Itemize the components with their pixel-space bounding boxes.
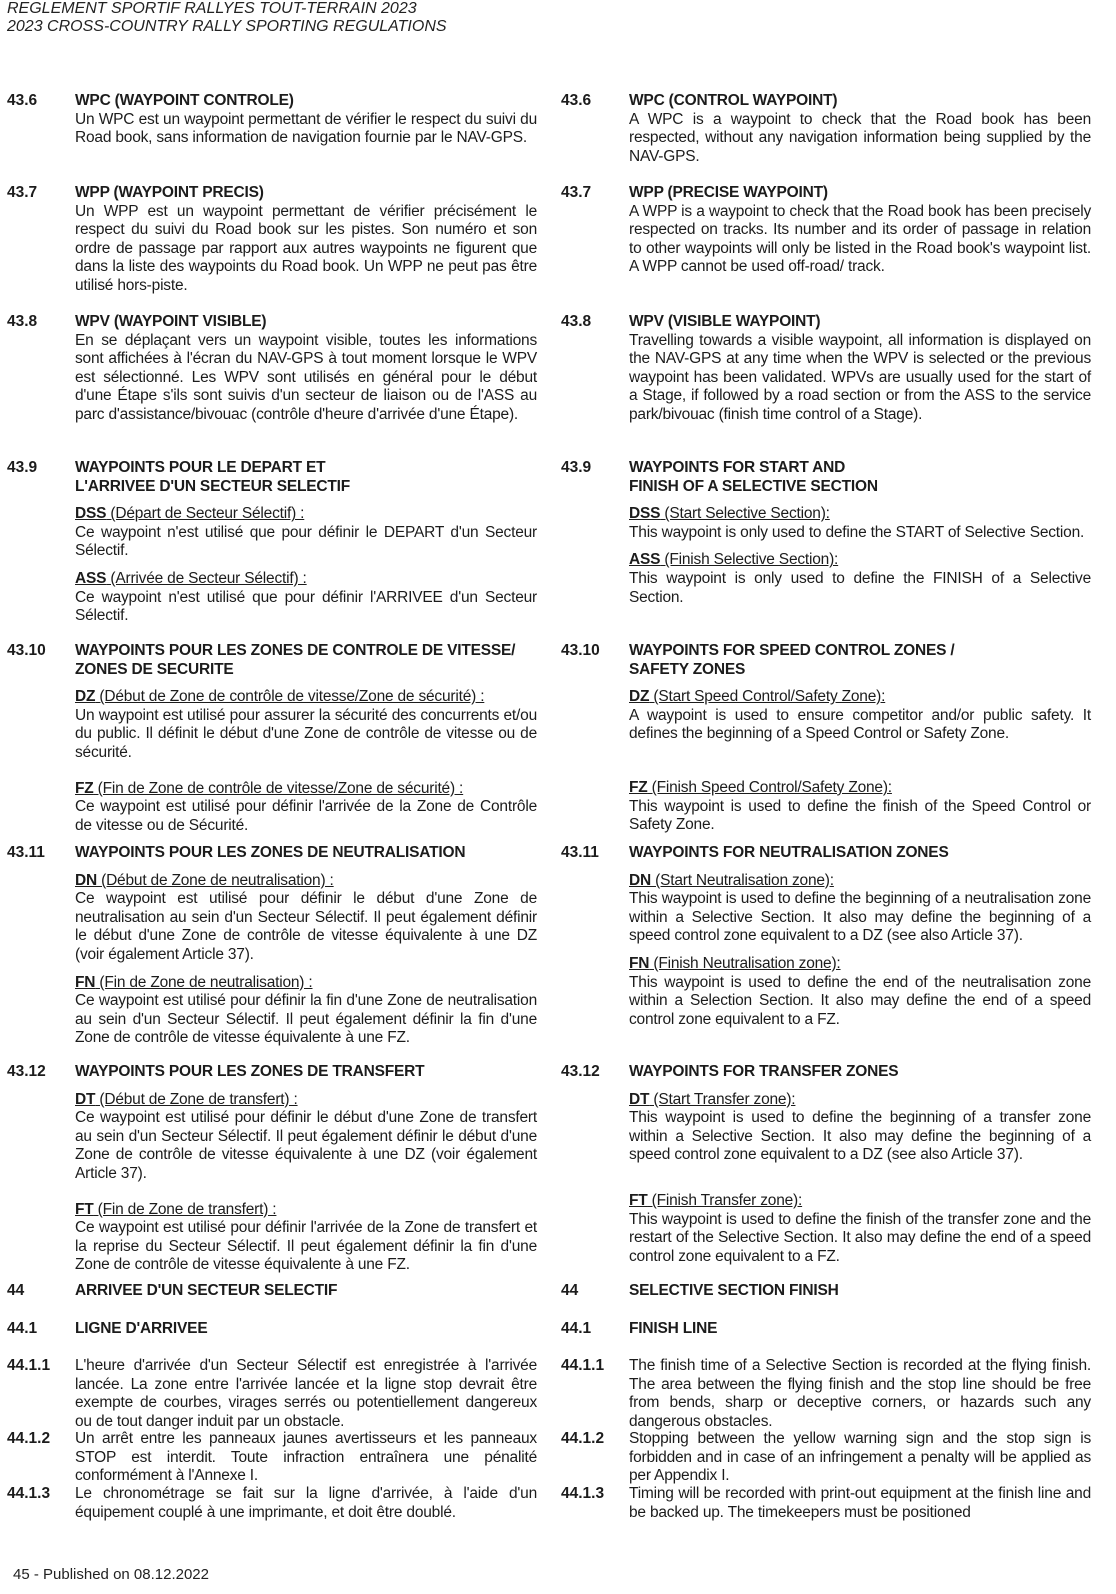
article-number: 43.12 xyxy=(561,1063,600,1080)
article-title: WAYPOINTS FOR NEUTRALISATION ZONES xyxy=(629,844,949,861)
article-body xyxy=(629,642,1091,835)
waypoint-definition xyxy=(629,872,1091,946)
waypoint-text: Ce waypoint est utilisé pour définir l'arrivée de la Zone de transfert et la reprise du Secteur Sélectif. Il peut également définir la fin d'une Zone de contrôle de vitesse équivalente à une FZ. xyxy=(75,1219,537,1274)
waypoint-label-dz: DZ (Start Speed Control/Safety Zone): xyxy=(629,688,886,706)
waypoint-label-fz: FZ (Fin de Zone de contrôle de vitesse/Zone de sécurité) : xyxy=(75,779,464,797)
article-body xyxy=(75,844,537,1048)
article-number: 43.6 xyxy=(561,92,592,109)
article-43-11-en xyxy=(561,844,1091,1029)
article-title: WAYPOINTS POUR LES ZONES DE TRANSFERT xyxy=(75,1063,425,1080)
article-text: Timing will be recorded with print-out equipment at the finish line and be backed up. The timekeepers must be positioned xyxy=(629,1485,1091,1521)
waypoint-label-dss: DSS (Start Selective Section): xyxy=(629,505,830,523)
article-number: 44.1 xyxy=(7,1320,38,1337)
article-title: WPP (PRECISE WAYPOINT) xyxy=(629,184,828,201)
waypoint-label-dt: DT (Début de Zone de transfert) : xyxy=(75,1090,298,1108)
article-body xyxy=(629,1357,1091,1431)
article-number: 44.1.1 xyxy=(561,1357,605,1374)
article-body xyxy=(75,1485,537,1522)
article-title: WPC (CONTROL WAYPOINT) xyxy=(629,92,838,109)
article-text: En se déplaçant vers un waypoint visible, toutes les informations sont affichées à l'écran du NAV-GPS à tout moment lorsque le WPV est sélectionné. Les WPV sont utilisés en général pour le début d'une Étape s'ils sont suivis d'un secteur de liaison ou de l'ASS au parc d'assistance/bivouac (contrôle d'heure d'arrivée d'une Étape). xyxy=(75,331,537,423)
article-body xyxy=(629,1320,1091,1339)
waypoint-text: This waypoint is only used to define the FINISH of a Selective Section. xyxy=(629,569,1091,606)
waypoint-text: This waypoint is used to define the end of the neutralisation zone within a Selection Section. It also may define the end of a speed control zone equivalent to a FZ. xyxy=(629,973,1091,1028)
article-44-en xyxy=(561,1282,1091,1301)
article-body xyxy=(75,459,537,626)
waypoint-label-dn: DN (Début de Zone de neutralisation) : xyxy=(75,871,334,889)
article-title: L'ARRIVEE D'UN SECTEUR SELECTIF xyxy=(75,477,351,495)
article-44-1-3-en xyxy=(561,1485,1091,1522)
article-body xyxy=(629,1063,1091,1266)
waypoint-text: A waypoint is used to ensure competitor and/or public safety. It defines the beginning of a Speed Control or Safety Zone. xyxy=(629,706,1091,743)
waypoint-definition xyxy=(629,505,1091,542)
article-number: 43.10 xyxy=(7,642,46,659)
article-number: 44.1.2 xyxy=(561,1430,605,1447)
waypoint-label-dss: DSS (Départ de Secteur Sélectif) : xyxy=(75,505,305,523)
waypoint-label-dt: DT (Start Transfer zone): xyxy=(629,1090,796,1108)
article-number: 44.1.2 xyxy=(7,1430,51,1447)
header-title-fr: REGLEMENT SPORTIF RALLYES TOUT-TERRAIN 2023 xyxy=(7,0,417,17)
article-text: Un WPC est un waypoint permettant de vérifier le respect du suivi du Road book, sans information de navigation fournie par le NAV-GPS. xyxy=(75,110,537,147)
waypoint-label-ft: FT (Fin de Zone de transfert) : xyxy=(75,1200,277,1218)
article-body xyxy=(75,1282,537,1301)
article-body xyxy=(629,1282,1091,1301)
waypoint-text: This waypoint is used to define the beginning of a transfer zone within a Selective Section. It also may define the beginning of a speed control zone equivalent to a DZ (see also Article 37). xyxy=(629,1109,1091,1164)
waypoint-definition xyxy=(629,1192,1091,1266)
article-title: WPP (WAYPOINT PRECIS) xyxy=(75,184,264,201)
waypoint-label-ass: ASS (Finish Selective Section): xyxy=(629,551,839,569)
article-number: 44 xyxy=(561,1282,579,1299)
article-title: SAFETY ZONES xyxy=(629,660,746,678)
article-number: 43.11 xyxy=(7,844,45,861)
waypoint-text: Ce waypoint est utilisé pour définir le début d'une Zone de neutralisation au sein d'un Secteur Sélectif. Il peut également définir le début d'une Zone de contrôle de vitesse équivalente à une DZ (voir également Article 37). xyxy=(75,890,537,963)
article-title: WPC (WAYPOINT CONTROLE) xyxy=(75,92,294,109)
article-43-12-en xyxy=(561,1063,1091,1266)
article-text: Stopping between the yellow warning sign and the stop sign is forbidden and in case of an infringement a penalty will be applied as per Appendix I. xyxy=(629,1430,1091,1485)
article-text: The finish time of a Selective Section is recorded at the flying finish. The area between the flying finish and the stop line should be free from bends, sharp or deceptive corners, or hazards such any dangerous obstacles. xyxy=(629,1357,1091,1430)
article-title: SELECTIVE SECTION FINISH xyxy=(629,1282,839,1299)
article-number: 43.11 xyxy=(561,844,599,861)
article-title: FINISH LINE xyxy=(629,1320,718,1337)
article-text: Un WPP est un waypoint permettant de vérifier précisément le respect du suivi du Road book sur les pistes. Son numéro et son ordre de passage par rapport aux autres waypoints ne figurent que dans la liste des waypoints du Road book. Un WPP ne peut pas être utilisé hors-piste. xyxy=(75,202,537,294)
article-title: WAYPOINTS POUR LES ZONES DE NEUTRALISATION xyxy=(75,844,466,861)
article-text: Le chronométrage se fait sur la ligne d'arrivée, à l'aide d'un équipement couplé à une imprimante, et doit être doublé. xyxy=(75,1485,537,1521)
article-43-6-fr xyxy=(7,92,537,148)
article-44-1-1-en xyxy=(561,1357,1091,1431)
waypoint-definition xyxy=(75,570,537,626)
article-text: A WPC is a waypoint to check that the Road book has been respected, without any navigation information being supplied by the NAV-GPS. xyxy=(629,110,1091,165)
article-43-10-fr xyxy=(7,642,537,835)
waypoint-definition xyxy=(629,551,1091,607)
page-footer: 45 - Published on 08.12.2022 xyxy=(13,1566,209,1583)
article-text: A WPP is a waypoint to check that the Road book has been precisely respected on tracks. Its number and its order of passage in relation to other waypoints will only be listed in the Road book's waypoint list. A WPP cannot be used off-road/ track. xyxy=(629,202,1091,276)
waypoint-definition xyxy=(629,779,1091,835)
article-title: WAYPOINTS POUR LES ZONES DE CONTROLE DE VITESSE/ xyxy=(75,642,516,659)
article-number: 43.7 xyxy=(7,184,38,201)
article-body xyxy=(629,313,1091,425)
article-44-1-3-fr xyxy=(7,1485,537,1522)
waypoint-definition xyxy=(75,688,537,762)
waypoint-definition xyxy=(629,955,1091,1029)
article-body xyxy=(75,1430,537,1486)
article-body xyxy=(75,1320,537,1339)
article-body xyxy=(629,1485,1091,1522)
waypoint-text: This waypoint is used to define the finish of the Speed Control or Safety Zone. xyxy=(629,797,1091,834)
article-44-1-2-en xyxy=(561,1430,1091,1486)
article-title: WPV (VISIBLE WAYPOINT) xyxy=(629,313,821,330)
article-number: 43.7 xyxy=(561,184,592,201)
waypoint-text: Ce waypoint est utilisé pour définir la fin d'une Zone de neutralisation au sein d'un Secteur Sélectif. Il peut également définir la fin d'une Zone de contrôle de vitesse équivalente à une FZ. xyxy=(75,992,537,1047)
article-43-7-en xyxy=(561,184,1091,277)
article-title: WAYPOINTS FOR SPEED CONTROL ZONES / xyxy=(629,642,955,659)
article-number: 44 xyxy=(7,1282,25,1299)
article-43-11-fr xyxy=(7,844,537,1048)
waypoint-label-dn: DN (Start Neutralisation zone): xyxy=(629,871,834,889)
article-43-9-en xyxy=(561,459,1091,607)
waypoint-definition xyxy=(75,974,537,1048)
waypoint-label-fn: FN (Fin de Zone de neutralisation) : xyxy=(75,973,313,991)
waypoint-text: This waypoint is used to define the beginning of a neutralisation zone within a Selective Section. It also may define the beginning of a speed control zone equivalent to a DZ (see also Article 37). xyxy=(629,890,1091,945)
article-44-fr xyxy=(7,1282,537,1301)
article-44-1-2-fr xyxy=(7,1430,537,1486)
waypoint-label-dz: DZ (Début de Zone de contrôle de vitesse/Zone de sécurité) : xyxy=(75,688,485,706)
article-number: 43.9 xyxy=(561,459,592,476)
article-number: 43.12 xyxy=(7,1063,46,1080)
article-number: 43.6 xyxy=(7,92,38,109)
article-43-6-en xyxy=(561,92,1091,166)
article-title: FINISH OF A SELECTIVE SECTION xyxy=(629,477,878,495)
article-43-12-fr xyxy=(7,1063,537,1275)
article-number: 43.9 xyxy=(7,459,38,476)
waypoint-definition xyxy=(75,505,537,561)
article-body xyxy=(75,1357,537,1431)
article-text: Un arrêt entre les panneaux jaunes avertisseurs et les panneaux STOP est interdit. Toute infraction entraînera une pénalité conformément à l'Annexe I. xyxy=(75,1430,537,1485)
article-44-1-en xyxy=(561,1320,1091,1339)
waypoint-text: This waypoint is only used to define the START of Selective Section. xyxy=(629,523,1085,541)
header-title-en: 2023 CROSS-COUNTRY RALLY SPORTING REGULATIONS xyxy=(7,18,447,35)
waypoint-text: Ce waypoint n'est utilisé que pour définir le DEPART d'un Secteur Sélectif. xyxy=(75,523,537,560)
article-body xyxy=(629,92,1091,166)
article-text: L'heure d'arrivée d'un Secteur Sélectif est enregistrée à l'arrivée lancée. La zone entre l'arrivée lancée et la ligne stop devrait être exempte de courbes, virages serrés ou potentiellement dangereux ou de tout danger induit par un obstacle. xyxy=(75,1357,537,1430)
waypoint-text: Ce waypoint n'est utilisé que pour définir l'ARRIVEE d'un Secteur Sélectif. xyxy=(75,588,537,625)
waypoint-label-fz: FZ (Finish Speed Control/Safety Zone): xyxy=(629,778,892,796)
article-body xyxy=(629,1430,1091,1486)
waypoint-definition xyxy=(629,1091,1091,1165)
article-title: WPV (WAYPOINT VISIBLE) xyxy=(75,313,267,330)
waypoint-text: This waypoint is used to define the finish of the transfer zone and the restart of the Selective Section. It also may define the end of a speed control zone equivalent to a FZ. xyxy=(629,1210,1091,1265)
article-44-1-fr xyxy=(7,1320,537,1339)
article-body xyxy=(629,844,1091,1029)
article-body xyxy=(75,92,537,148)
article-number: 43.8 xyxy=(7,313,38,330)
article-43-9-fr xyxy=(7,459,537,626)
waypoint-definition xyxy=(75,780,537,836)
article-title: LIGNE D'ARRIVEE xyxy=(75,1320,208,1337)
article-43-8-fr xyxy=(7,313,537,425)
article-title: WAYPOINTS POUR LE DEPART ET xyxy=(75,459,326,476)
waypoint-definition xyxy=(75,1201,537,1275)
article-text: Travelling towards a visible waypoint, all information is displayed on the NAV-GPS at any time when the WPV is selected or the previous waypoint has been validated. WPVs are usually used for the start of a Stage, if followed by a road section or from the ASS to the service park/bivouac (finish time control of a Stage). xyxy=(629,331,1091,423)
waypoint-text: Ce waypoint est utilisé pour définir le début d'une Zone de transfert au sein d'un Secteur Sélectif. Il peut également définir le début d'une Zone de contrôle de vitesse équivalente à une DZ (voir également Article 37). xyxy=(75,1109,537,1182)
article-number: 44.1 xyxy=(561,1320,592,1337)
article-body xyxy=(75,1063,537,1275)
waypoint-text: Un waypoint est utilisé pour assurer la sécurité des concurrents et/ou du public. Il définit le début d'une Zone de contrôle de vitesse ou de sécurité. xyxy=(75,706,537,761)
article-43-8-en xyxy=(561,313,1091,425)
article-body xyxy=(629,459,1091,607)
article-title: WAYPOINTS FOR TRANSFER ZONES xyxy=(629,1063,899,1080)
article-number: 43.10 xyxy=(561,642,600,659)
article-body xyxy=(629,184,1091,277)
waypoint-definition xyxy=(75,872,537,965)
article-title: ARRIVEE D'UN SECTEUR SELECTIF xyxy=(75,1282,338,1299)
waypoint-label-fn: FN (Finish Neutralisation zone): xyxy=(629,954,841,972)
article-44-1-1-fr xyxy=(7,1357,537,1431)
waypoint-definition xyxy=(75,1091,537,1184)
article-title: ZONES DE SECURITE xyxy=(75,660,234,678)
article-body xyxy=(75,313,537,425)
article-43-10-en xyxy=(561,642,1091,835)
waypoint-label-ft: FT (Finish Transfer zone): xyxy=(629,1191,803,1209)
article-number: 43.8 xyxy=(561,313,592,330)
article-body xyxy=(75,184,537,296)
article-number: 44.1.3 xyxy=(561,1485,605,1502)
article-title: WAYPOINTS FOR START AND xyxy=(629,459,846,476)
waypoint-label-ass: ASS (Arrivée de Secteur Sélectif) : xyxy=(75,569,307,587)
article-number: 44.1.1 xyxy=(7,1357,51,1374)
waypoint-text: Ce waypoint est utilisé pour définir l'arrivée de la Zone de Contrôle de vitesse ou de Sécurité. xyxy=(75,798,537,834)
waypoint-definition xyxy=(629,688,1091,744)
article-number: 44.1.3 xyxy=(7,1485,51,1502)
page-header xyxy=(7,0,447,36)
article-43-7-fr xyxy=(7,184,537,296)
article-body xyxy=(75,642,537,835)
